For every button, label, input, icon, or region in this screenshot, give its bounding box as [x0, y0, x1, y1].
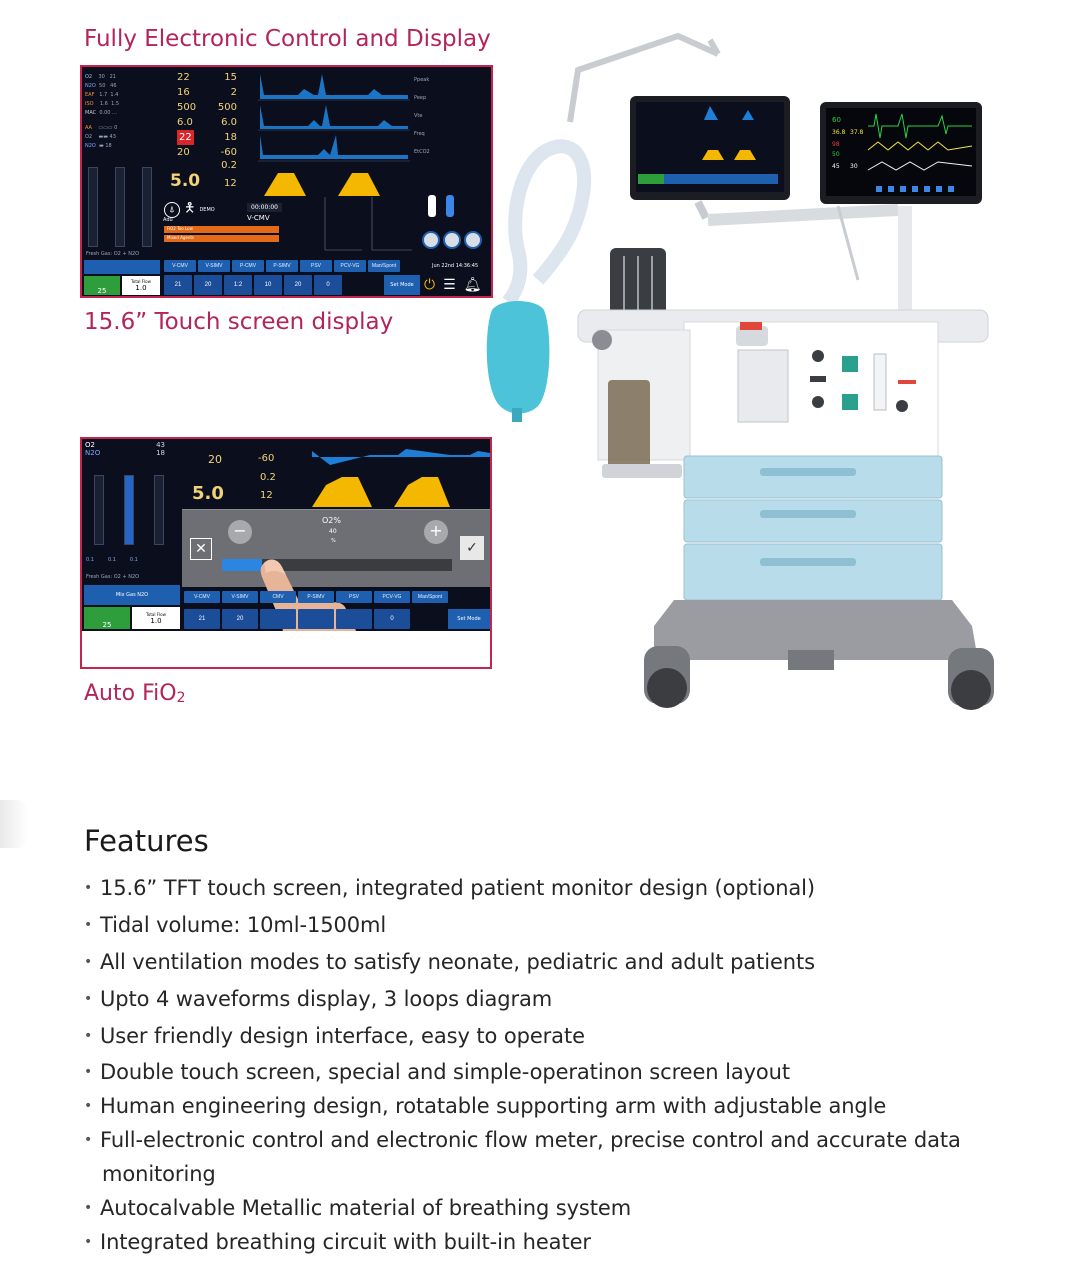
- value-12: 12: [260, 490, 273, 501]
- param-button[interactable]: 20: [222, 609, 258, 629]
- alarm-mixed-agents: Mixed Agents: [164, 235, 279, 242]
- set-mode-button[interactable]: Set Mode: [384, 275, 420, 295]
- mode-button[interactable]: PCV-VG: [374, 591, 410, 603]
- plus-button[interactable]: +: [424, 520, 448, 544]
- status-column: Ppeak Peep Vte Freq EtCO2: [414, 77, 430, 155]
- ventilator-main-screen: [80, 65, 493, 298]
- absorber: [608, 380, 650, 472]
- gauge-row: [422, 231, 482, 249]
- absorber-canister: [738, 350, 788, 422]
- param-button[interactable]: 0: [314, 275, 342, 295]
- timer: 00:00:00: [247, 203, 282, 212]
- gauge-icon: [443, 231, 461, 249]
- current-mode: V-CMV: [247, 214, 270, 222]
- mode-button[interactable]: Man/Spont: [368, 260, 400, 272]
- gas-cylinders: [428, 195, 454, 217]
- svg-text:98: 98: [832, 141, 840, 148]
- n2o-cylinder-icon: [446, 195, 454, 217]
- value-02: 0.2: [260, 472, 276, 483]
- feature-item-continued: monitoring: [102, 1162, 216, 1186]
- adult-icon: 🯅: [184, 201, 196, 216]
- svg-text:37.8: 37.8: [850, 129, 864, 136]
- param-buttons: [184, 609, 410, 629]
- param-button[interactable]: [336, 609, 372, 629]
- adult-label: Adu: [163, 217, 173, 223]
- flow-bar-o2: [88, 167, 98, 247]
- heading-auto-fio2: Auto FiO$_2$: [84, 681, 186, 706]
- heading-touch-screen: 15.6” Touch screen display: [84, 309, 394, 335]
- mode-button[interactable]: P-CMV: [232, 260, 264, 272]
- feature-item: • Double touch screen, special and simple-operatinon screen layout: [84, 1055, 984, 1089]
- measured-values: 22 15 16 2 500 500 6.0 6.0 22 18 20 -60 0.2: [177, 72, 237, 171]
- datetime: Jun 22nd 14:36:45: [432, 263, 479, 269]
- mode-button[interactable]: V-SIMV: [198, 260, 230, 272]
- alarm-fio2-low: FiO2 Too Low: [164, 226, 279, 233]
- param-button[interactable]: 21: [164, 275, 192, 295]
- param-button[interactable]: 1:2: [224, 275, 252, 295]
- mix-gas-button[interactable]: [84, 260, 160, 274]
- fresh-gas-label: Fresh Gas: O2 + N2O: [86, 574, 140, 580]
- svg-text:30: 30: [850, 163, 858, 170]
- limit-values: 0.1 0.1 0.1: [86, 557, 138, 563]
- mode-button[interactable]: PCV-VG: [334, 260, 366, 272]
- front-panel: [684, 322, 938, 460]
- svg-text:50: 50: [832, 151, 840, 158]
- param-button[interactable]: 21: [184, 609, 220, 629]
- flow-bar-air: [142, 167, 152, 247]
- waveform-panel: [310, 441, 492, 509]
- svg-text:45: 45: [832, 163, 840, 170]
- anesthesia-machine-image: [478, 10, 1038, 770]
- flow-bar-n2o: [124, 475, 134, 545]
- feature-item: • Integrated breathing circuit with built-in heater: [84, 1225, 984, 1259]
- feature-item: • All ventilation modes to satisfy neonate, pediatric and adult patients: [84, 944, 984, 981]
- o2-percent-box[interactable]: 25: [84, 276, 120, 295]
- gauge-icon: [422, 231, 440, 249]
- mode-button[interactable]: CMV: [260, 591, 296, 603]
- fresh-gas-label: Fresh Gas: O2 + N2O: [86, 251, 140, 257]
- mode-button[interactable]: V-CMV: [164, 260, 196, 272]
- param-button[interactable]: [298, 609, 334, 629]
- dialog-unit: %: [331, 538, 336, 544]
- mode-button[interactable]: V-SIMV: [222, 591, 258, 603]
- big-value: 5.0: [170, 171, 201, 191]
- mode-buttons: [184, 591, 448, 603]
- svg-text:36.8: 36.8: [832, 129, 846, 136]
- heading-control-display: Fully Electronic Control and Display: [84, 26, 491, 52]
- big-value: 5.0: [192, 483, 224, 504]
- param-button[interactable]: 20: [284, 275, 312, 295]
- bell-icon[interactable]: 🔔︎: [463, 277, 482, 293]
- menu-icon[interactable]: ☰: [443, 277, 456, 293]
- flow-bar-air: [154, 475, 164, 545]
- gas-table: O2 30 21 N2O 50 46 EAF 1.7 1.4 ISO 1.6 1.5 MAC 0.00 ... AA ▭▭▭ 0 O2 ▬▬ 43 N2O ▬ 18: [85, 74, 120, 149]
- mode-button[interactable]: P-SIMV: [266, 260, 298, 272]
- mix-gas-button[interactable]: Mix Gas N2O: [84, 585, 180, 605]
- screen-bottom-bezel: [82, 631, 492, 669]
- mode-button[interactable]: P-SIMV: [298, 591, 334, 603]
- feature-item: • Human engineering design, rotatable supporting arm with adjustable angle: [84, 1089, 984, 1123]
- feature-item: • Autocalvable Metallic material of breathing system: [84, 1191, 984, 1225]
- pmin-value: -60: [258, 453, 275, 464]
- minus-button[interactable]: −: [228, 520, 252, 544]
- mode-button[interactable]: PSV: [336, 591, 372, 603]
- feature-item: • 15.6” TFT touch screen, integrated patient monitor design (optional): [84, 870, 984, 907]
- total-flow-box[interactable]: Total Flow 1.0: [132, 607, 180, 629]
- mode-button[interactable]: PSV: [300, 260, 332, 272]
- dialog-value: 40: [329, 528, 337, 535]
- feature-item: • Full-electronic control and electronic flow meter, precise control and accurate data: [84, 1123, 984, 1157]
- confirm-check-icon[interactable]: ✓: [460, 536, 484, 560]
- drawer-3: [684, 544, 942, 600]
- flow-bar-n2o: [115, 167, 125, 247]
- breathing-bag: [487, 301, 550, 414]
- loop-plot: [317, 195, 417, 255]
- bell-circle-icon: ⍋: [164, 202, 180, 218]
- total-flow-box[interactable]: Total Flow 1.0: [122, 276, 160, 295]
- mode-button[interactable]: V-CMV: [184, 591, 220, 603]
- o2-cylinder-icon: [428, 195, 436, 217]
- features-list: [84, 870, 984, 1259]
- mode-button[interactable]: Man/Spont: [412, 591, 448, 603]
- drawer-2: [684, 500, 942, 542]
- slider-fill: [222, 559, 262, 571]
- param-button[interactable]: 20: [194, 275, 222, 295]
- flow-bar-o2: [94, 475, 104, 545]
- mode-buttons: [164, 260, 400, 272]
- page-edge-shadow: [0, 800, 28, 848]
- value-12: 12: [224, 178, 237, 189]
- param-buttons: [164, 275, 342, 295]
- param-button[interactable]: 10: [254, 275, 282, 295]
- dialog-title: O2%: [322, 516, 341, 525]
- set-mode-button[interactable]: Set Mode: [448, 609, 490, 629]
- ventilator-fio2-screen: [80, 437, 492, 669]
- feature-item: • Upto 4 waveforms display, 3 loops diagram: [84, 981, 984, 1018]
- demo-label: DEMO: [199, 207, 215, 213]
- gas-readout: O2 43 N2O 18: [85, 441, 165, 457]
- param-button[interactable]: [260, 609, 296, 629]
- freq-value: 20: [208, 453, 222, 466]
- svg-text:60: 60: [832, 116, 841, 124]
- features-title: Features: [84, 824, 209, 858]
- monitor-pole: [898, 206, 912, 316]
- o2-percent-box[interactable]: 25: [84, 607, 130, 629]
- drawer-1: [684, 456, 942, 498]
- feature-item: • Tidal volume: 10ml-1500ml: [84, 907, 984, 944]
- waveform-panel: [258, 69, 410, 197]
- feature-item: • User friendly design interface, easy to operate: [84, 1018, 984, 1055]
- close-icon[interactable]: ✕: [190, 538, 212, 560]
- param-button[interactable]: 0: [374, 609, 410, 629]
- power-icon[interactable]: ⏻: [424, 277, 436, 293]
- flowmeter-tube: [874, 354, 886, 410]
- footer-icons: [424, 277, 481, 293]
